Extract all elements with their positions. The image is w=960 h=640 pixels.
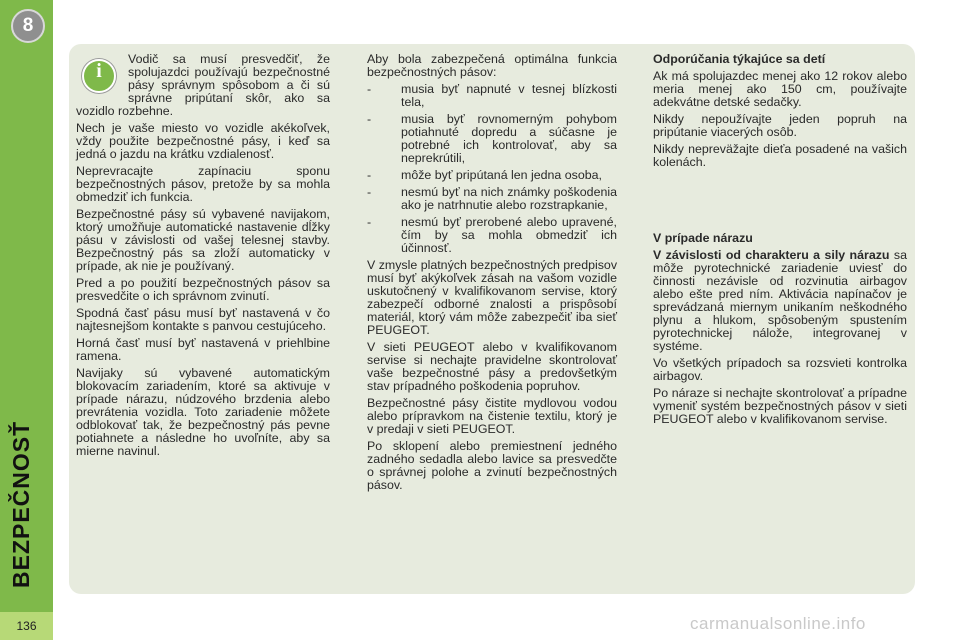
chapter-title: BEZPEČNOSŤ xyxy=(8,420,34,588)
paragraph: Bezpečnostné pásy čistite mydlovou vodou alebo prípravkom na čistenie textilu, ktorý je v predaji v sieti PEUGEOT. xyxy=(367,396,617,436)
list-item-text: musia byť rovnomerným pohybom potiahnuté dopredu a súčasne je potrebné ich kontrolovať, aby sa neprekrútili, xyxy=(401,112,617,165)
paragraph: Horná časť musí byť nastavená v priehlbine ramena. xyxy=(76,336,330,363)
chapter-sidebar xyxy=(0,0,53,640)
page-number: 136 xyxy=(0,612,53,640)
chapter-number: 8 xyxy=(22,15,34,36)
dash-bullet: - xyxy=(367,215,372,229)
list-item-text: musia byť napnuté v tesnej blízkosti tela, xyxy=(401,82,617,109)
list-item xyxy=(367,169,617,182)
paragraph: Navijaky sú vybavené automatickým blokovacím zariadením, ktoré sa aktivuje v prípade nárazu, núdzového brzdenia alebo prevrátenia vozidla. Toto zariadenie môžete odblokovať tak, že bezpečnostný pás pevne potiahnete a následne ho uvoľníte, aby sa mierne navinul. xyxy=(76,366,330,458)
paragraph: Vodič sa musí presvedčiť, že spolujazdci používajú bezpečnostné pásy správnym spôsobom a či sú správne pripútaní skôr, ako sa vozidlo rozbehne. xyxy=(76,52,330,118)
column-2 xyxy=(367,53,617,496)
paragraph: Neprevracajte zapínaciu sponu bezpečnostných pásov, pretože by sa mohla obmedziť ich funkcia. xyxy=(76,164,330,204)
paragraph xyxy=(653,249,907,353)
dash-bullet: - xyxy=(367,112,372,126)
requirements-list xyxy=(367,83,617,255)
list-item xyxy=(367,186,617,212)
paragraph: V zmysle platných bezpečnostných predpisov musí byť akýkoľvek zásah na vašom vozidle uskutočnený v kvalifikovanom servise, ktorý zabezpečí odborné znalosti a prispôsobí materiál, ktorý vám môže zabezpečiť iba sieť PEUGEOT. xyxy=(367,258,618,337)
paragraph: Aby bola zabezpečená optimálna funkcia bezpečnostných pásov: xyxy=(367,52,617,79)
paragraph: Vo všetkých prípadoch sa rozsvieti kontrolka airbagov. xyxy=(653,356,907,383)
info-icon xyxy=(82,59,116,93)
paragraph: Pred a po použití bezpečnostných pásov sa presvedčite o ich správnom zvinutí. xyxy=(76,276,330,303)
list-item-text: nesmú byť prerobené alebo upravené, čím by sa mohla obmedziť ich účinnosť. xyxy=(401,215,617,255)
paragraph: Po náraze si nechajte skontrolovať a prípadne vymeniť systém bezpečnostných pásov v sieti PEUGEOT alebo v kvalifikovanom servise. xyxy=(653,386,907,426)
list-item-text: nesmú byť na nich známky poškodenia ako je natrhnutie alebo rozstrapkanie, xyxy=(401,185,617,212)
list-item xyxy=(367,83,617,109)
paragraph: Ak má spolujazdec menej ako 12 rokov alebo meria menej ako 150 cm, používajte adekvátne detské sedačky. xyxy=(653,69,907,109)
bold-lead: V závislosti od charakteru a sily nárazu xyxy=(653,248,890,262)
watermark: carmanualsonline.info xyxy=(690,614,866,633)
paragraph: Nech je vaše miesto vo vozidle akékoľvek, vždy použite bezpečnostné pásy, i keď sa jedná o jazdu na krátku vzdialenosť. xyxy=(76,121,330,161)
paragraph: Bezpečnostné pásy sú vybavené navijakom, ktorý umožňuje automatické nastavenie dĺžky pásu v závislosti od vašej telesnej stavby. Bezpečnostný pás sa zloží automaticky v prípade, ak nie je používaný. xyxy=(76,207,330,273)
paragraph-rest: sa môže pyrotechnické zariadenie uviesť do činnosti nezávisle od rozvinutia airbagov alebo ešte pred ním. Aktivácia napínačov je sprevádzaná miernym unikaním neškodného plynu a hlukom, spôsobeným spustením pyrotechnickej náložе, integrovanej v systéme. xyxy=(653,248,907,353)
chapter-number-badge xyxy=(11,9,45,43)
section-heading-children: Odporúčania týkajúce sa detí xyxy=(653,52,826,66)
column-1 xyxy=(76,53,330,462)
column-3 xyxy=(653,53,907,430)
paragraph: V sieti PEUGEOT alebo v kvalifikovanom servise si nechajte pravidelne skontrolovať vaše bezpečnostné pásy a predovšetkým stav prípadného poškodenia popruhov. xyxy=(367,340,617,393)
paragraph: Nikdy nepoužívajte jeden popruh na pripútanie viacerých osôb. xyxy=(653,112,907,139)
dash-bullet: - xyxy=(367,185,372,199)
section-heading-impact: V prípade nárazu xyxy=(653,231,753,245)
list-item-text: môže byť pripútaná len jedna osoba, xyxy=(401,168,602,182)
list-item xyxy=(367,113,617,165)
spacer xyxy=(653,173,907,232)
dash-bullet: - xyxy=(367,82,372,96)
dash-bullet: - xyxy=(367,168,372,182)
paragraph: Po sklopení alebo premiestnení jedného zadného sedadla alebo lavice sa presvedčte o správnej polohe a zvinutí bezpečnostných pásov. xyxy=(367,439,617,492)
info-icon-glyph: i xyxy=(96,60,102,82)
list-item xyxy=(367,216,617,255)
paragraph: Nikdy nepreväžajte dieťa posadené na vašich kolenách. xyxy=(653,142,907,169)
paragraph: Spodná časť pásu musí byť nastavená v čo najtesnejšom kontakte s panvou cestujúceho. xyxy=(76,306,330,333)
